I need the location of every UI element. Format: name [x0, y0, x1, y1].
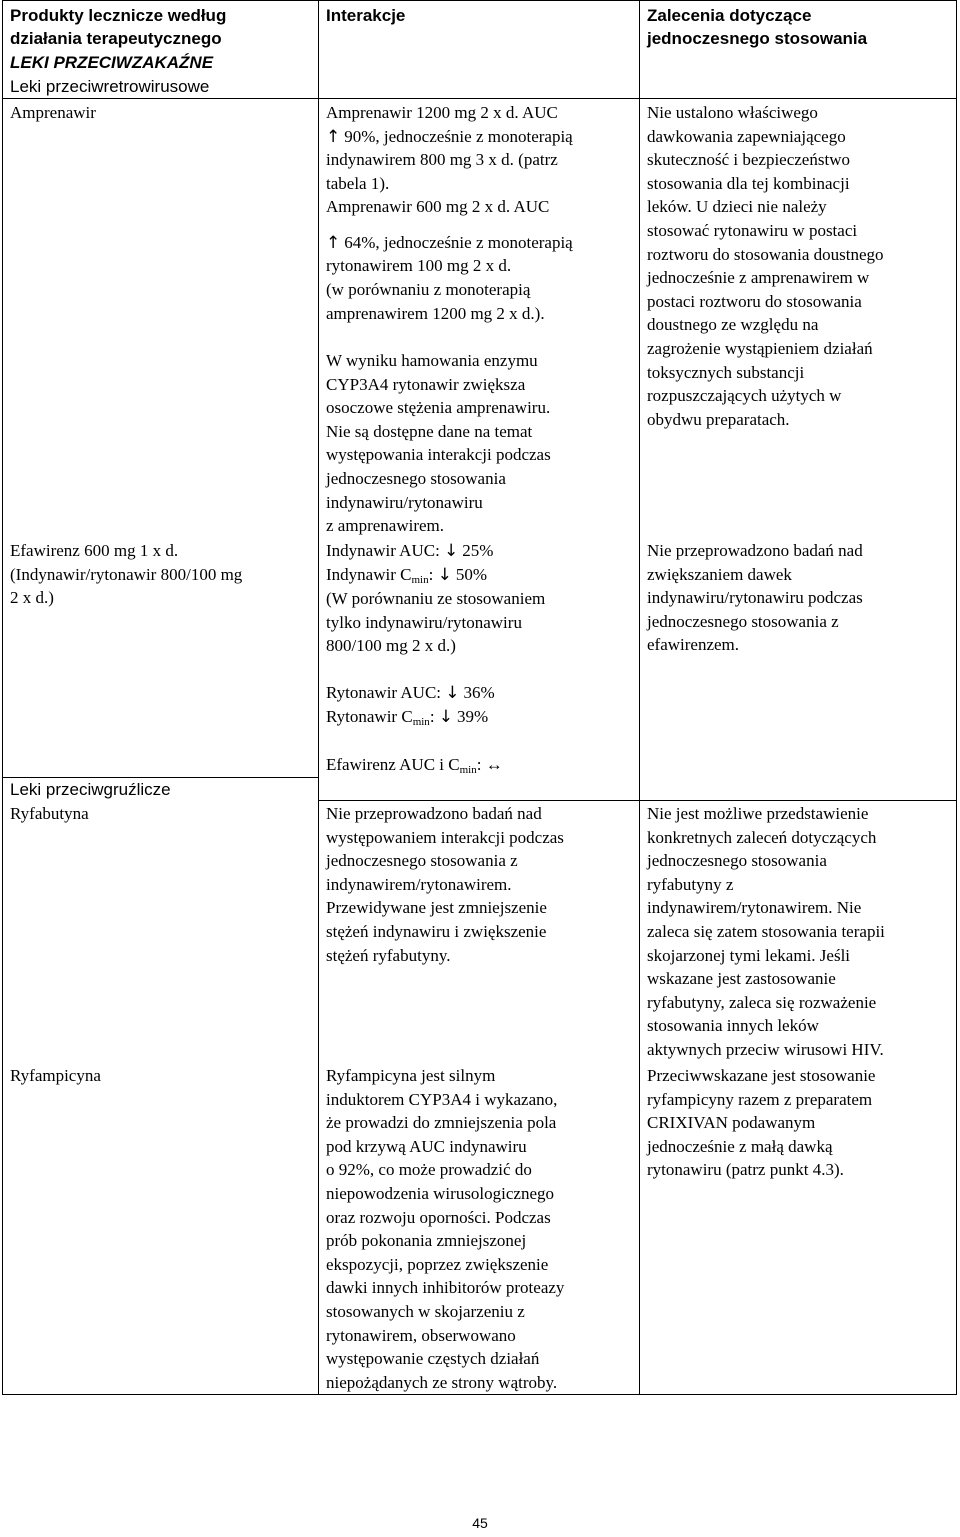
interaction-amprenavir-a3: indynawirem 800 mg 3 x d. (patrz tabela 1). Amprenawir 600 mg 2 x d. AUC: [326, 150, 558, 217]
group-antituberculosis: Leki przeciwgruźlicze: [10, 780, 171, 799]
recommendation-efavirenz: Nie przeprowadzono badań nad zwiększaniem dawek indynawiru/rytonawiru podczas jednoczesnego stosowania z efawirenzem.: [647, 541, 863, 655]
interaction-efavirenz-l4: Rytonawir AUC: ↓ 36%: [326, 681, 495, 706]
page-number: 45: [472, 1515, 488, 1531]
arrow-up-icon: ↑: [326, 126, 341, 147]
table-border-left: [2, 0, 3, 1395]
arrow-down-icon: ↓: [437, 565, 452, 585]
arrow-down-icon: ↓: [438, 707, 454, 727]
interaction-efavirenz-l3: (W porównaniu ze stosowaniem tylko indynawiru/rytonawiru 800/100 mg 2 x d.): [326, 589, 546, 656]
interaction-amprenavir-a1: Amprenawir 1200 mg 2 x d. AUC: [326, 103, 558, 122]
header-col1: Produkty lecznicze według działania terapeutycznego: [10, 6, 227, 49]
column-divider-2: [639, 0, 640, 1395]
arrow-up-icon: ↑: [326, 232, 341, 253]
interaction-amprenavir-a4: ↑ 64%, jednocześnie z monoterapią: [326, 231, 573, 256]
group-antiretroviral: Leki przeciwretrowirusowe: [10, 77, 210, 96]
table-border-top: [2, 0, 957, 1]
interaction-rifabutin: Nie przeprowadzono badań nad występowaniem interakcji podczas jednoczesnego stosowania z indynawirem/rytonawirem. Przewidywane jest zmniejszenie stężeń indynawiru i zwiększenie stężeń ryfabutyny.: [326, 804, 564, 965]
drug-efavirenz: Efawirenz 600 mg 1 x d. (Indynawir/rytonawir 800/100 mg 2 x d.): [10, 541, 243, 608]
interaction-amprenavir-b: W wyniku hamowania enzymu CYP3A4 rytonawir zwiększa osoczowe stężenia amprenawiru. Nie są dostępne dane na temat występowania interakcji podczas jednoczesnego stosowania indynawiru/rytonawiru z amprenawirem.: [326, 351, 551, 536]
interaction-efavirenz-l6: Efawirenz AUC i $C_{min}$: ↔: [326, 755, 503, 776]
recommendation-rifampicin: Przeciwwskazane jest stosowanie ryfampicyny razem z preparatem CRIXIVAN podawanym jednocześnie z małą dawką rytonawiru (patrz punkt 4.3).: [647, 1066, 876, 1180]
header-col3: Zalecenia dotyczące jednoczesnego stosowania: [647, 6, 868, 49]
row-divider-rifabutin: [319, 800, 957, 801]
interaction-efavirenz-l1: Indynawir AUC: ↓ 25%: [326, 539, 493, 564]
drug-amprenavir: Amprenawir: [10, 103, 96, 122]
drug-rifabutin: Ryfabutyna: [10, 804, 89, 823]
drug-rifampicin: Ryfampicyna: [10, 1066, 101, 1085]
interaction-rifampicin: Ryfampicyna jest silnym induktorem CYP3A4 i wykazano, że prowadzi do zmniejszenia pola pod krzywą AUC indynawiru o 92%, co może prowadzić do niepowodzenia wirusologicznego oraz rozwoju oporności. Podczas prób pokonania zmniejszonej ekspozycji, poprzez zwiększenie dawki innych inhibitorów proteazy stosowanych w skojarzeniu z rytonawirem, obserwowano występowanie częstych działań niepożądanych ze strony wątroby.: [326, 1066, 565, 1392]
section-title-anti-infective: LEKI PRZECIWZAKAŹNE: [10, 53, 214, 72]
arrow-down-icon: ↓: [445, 683, 460, 703]
interaction-efavirenz-l5: Rytonawir $C_{min}$: ↓ 39%: [326, 707, 489, 728]
interaction-efavirenz-l2: Indynawir $C_{min}$: ↓ 50%: [326, 565, 487, 586]
interaction-amprenavir-a5: rytonawirem 100 mg 2 x d. (w porównaniu z monoterapią amprenawirem 1200 mg 2 x d.).: [326, 256, 545, 323]
header-col2: Interakcje: [326, 6, 406, 25]
recommendation-rifabutin: Nie jest możliwe przedstawienie konkretnych zaleceń dotyczących jednoczesnego stosowania ryfabutyny z indynawirem/rytonawirem. Nie zaleca się zatem stosowania terapii skojarzonej tymi lekami. Jeśli wskazane jest zastosowanie ryfabutyny, zaleca się rozważenie stosowania innych leków aktywnych przeciw wirusowi HIV.: [647, 804, 885, 1059]
arrow-down-icon: ↓: [444, 541, 459, 561]
recommendation-amprenavir: Nie ustalono właściwego dawkowania zapewniającego skuteczność i bezpieczeństwo stosowania dla tej kombinacji leków. U dzieci nie należy stosować rytonawiru w postaci roztworu do stosowania doustnego jednocześnie z amprenawirem w postaci roztworu do stosowania doustnego ze względu na zagrożenie wystąpieniem działań toksycznych substancji rozpuszczających użytych w obydwu preparatach.: [647, 103, 884, 429]
interaction-amprenavir-a2: ↑ 90%, jednocześnie z monoterapią: [326, 125, 573, 150]
table-border-right: [956, 0, 957, 1395]
column-divider-1: [318, 0, 319, 1395]
